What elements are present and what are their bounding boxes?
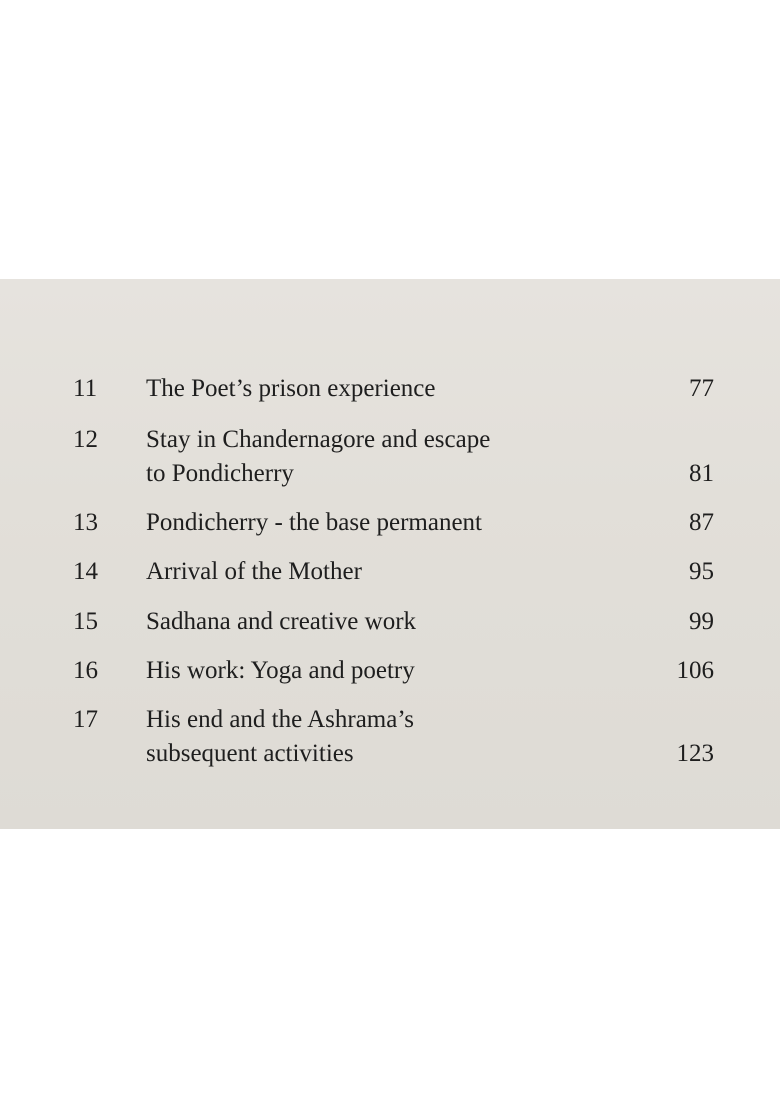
chapter-title-line: Pondicherry - the base permanent [146,509,482,536]
page-number: 81 [689,460,714,487]
chapter-number: 14 [73,558,98,585]
page-number: 77 [689,375,714,402]
page-number: 99 [689,608,714,635]
page-number: 95 [689,558,714,585]
chapter-number: 17 [73,706,98,733]
chapter-title-line: His work: Yoga and poetry [146,657,415,684]
scanned-page [0,279,780,829]
chapter-title-line: Stay in Chandernagore and escape [146,426,491,453]
chapter-title-line: His end and the Ashrama’s [146,706,415,733]
chapter-number: 15 [73,608,98,635]
chapter-number: 11 [73,375,98,402]
chapter-title-line: The Poet’s prison experience [146,375,436,402]
chapter-title-line: to Pondicherry [146,460,294,487]
chapter-title-line: Sadhana and creative work [146,608,417,635]
chapter-number: 16 [73,657,98,684]
chapter-title-line: Arrival of the Mother [146,558,362,585]
page-number: 123 [676,740,714,767]
table-of-contents [0,279,780,829]
chapter-title-line: subsequent activities [146,740,354,767]
page-number: 106 [676,657,714,684]
chapter-number: 12 [73,426,98,453]
chapter-number: 13 [73,509,98,536]
page-number: 87 [689,509,714,536]
